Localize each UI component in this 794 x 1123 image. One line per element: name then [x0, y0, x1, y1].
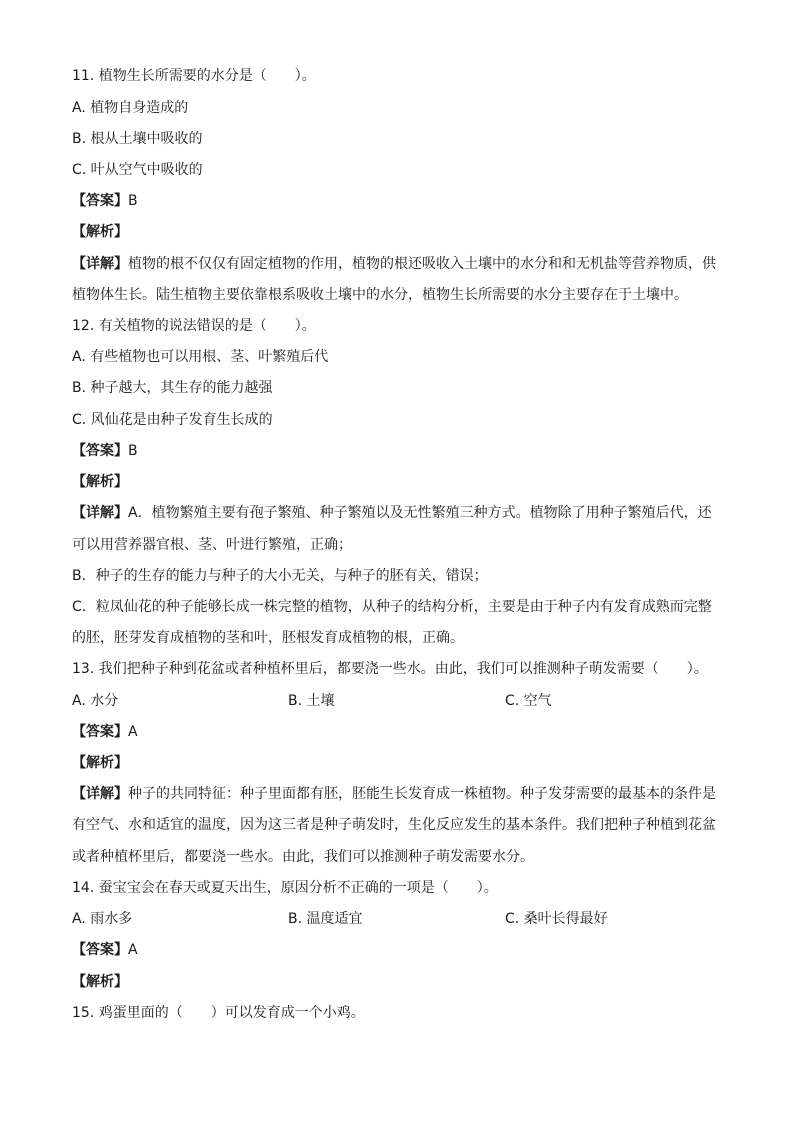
question-12-detail-line-4: C．粒凤仙花的种子能够长成一株完整的植物，从种子的结构分析，主要是由于种子内有发育成熟而完整: [72, 599, 712, 615]
question-12-detail-line-1: [72, 503, 734, 523]
answer-value: B: [128, 443, 138, 459]
question-12-analysis: [72, 472, 734, 492]
question-13-answer: [72, 722, 734, 742]
answer-tag: 【答案】: [72, 443, 128, 459]
detail-tag: 【详解】: [72, 256, 128, 272]
question-13-detail-line-1: [72, 784, 734, 804]
question-14-option-a: A. 雨水多: [72, 911, 133, 927]
question-11-stem: 11. 植物生长所需要的水分是（ ）。: [72, 68, 316, 84]
detail-text: 植物的根不仅仅有固定植物的作用，植物的根还吸收入土壤中的水分和和无机盐等营养物质，供: [128, 256, 716, 272]
answer-tag: 【答案】: [72, 942, 128, 958]
answer-tag: 【答案】: [72, 724, 128, 740]
detail-tag: 【详解】: [72, 505, 128, 521]
question-12-detail-line-3: B．种子的生存的能力与种子的大小无关，与种子的胚有关，错误；: [72, 568, 488, 584]
detail-text: A．植物繁殖主要有孢子繁殖、种子繁殖以及无性繁殖三种方式。植物除了用种子繁殖后代，还: [128, 505, 712, 521]
question-13-stem: 13. 我们把种子种到花盆或者种植杯里后，都要浇一些水。由此，我们可以推测种子萌发需要（ ）。: [72, 661, 708, 677]
question-14-stem: 14. 蚕宝宝会在春天或夏天出生，原因分析不正确的一项是（ ）。: [72, 880, 498, 896]
analysis-tag: 【解析】: [72, 755, 128, 771]
analysis-tag: 【解析】: [72, 224, 128, 240]
question-15-stem: 15. 鸡蛋里面的（ ）可以发育成一个小鸡。: [72, 1005, 365, 1021]
question-12-stem: 12. 有关植物的说法错误的是（ ）。: [72, 318, 316, 334]
question-14-option-c: C. 桑叶长得最好: [505, 911, 608, 927]
question-14-analysis: [72, 972, 734, 992]
analysis-tag: 【解析】: [72, 974, 128, 990]
question-12-detail-line-5: 的胚，胚芽发育成植物的茎和叶，胚根发育成植物的根，正确。: [72, 630, 464, 646]
question-12-option-a: A. 有些植物也可以用根、茎、叶繁殖后代: [72, 349, 329, 365]
question-13-option-c: C. 空气: [505, 693, 552, 709]
analysis-tag: 【解析】: [72, 474, 128, 490]
answer-tag: 【答案】: [72, 193, 128, 209]
question-13-analysis: [72, 753, 734, 773]
question-12-detail-line-2: 可以用营养器官根、茎、叶进行繁殖，正确；: [72, 537, 352, 553]
question-12-option-b: B. 种子越大，其生存的能力越强: [72, 380, 273, 396]
question-11-analysis: [72, 222, 734, 242]
detail-tag: 【详解】: [72, 786, 128, 802]
question-12-option-c: C. 风仙花是由种子发育生长成的: [72, 412, 273, 428]
answer-value: A: [128, 942, 138, 958]
question-12-answer: [72, 441, 734, 461]
question-13-detail-line-2: 有空气、水和适宜的温度，因为这三者是种子萌发时，生化反应发生的基本条件。我们把种子种植到花盆: [72, 817, 716, 833]
question-11-detail-line-1: [72, 254, 734, 274]
answer-value: B: [128, 193, 138, 209]
question-13-option-b: B. 土壤: [288, 693, 335, 709]
question-11-option-b: B. 根从土壤中吸收的: [72, 131, 203, 147]
question-13-detail-line-3: 或者种植杯里后，都要浇一些水。由此，我们可以推测种子萌发需要水分。: [72, 849, 534, 865]
question-14-answer: [72, 940, 734, 960]
question-11-option-c: C. 叶从空气中吸收的: [72, 162, 203, 178]
question-14-option-b: B. 温度适宜: [288, 911, 363, 927]
question-11-answer: [72, 191, 734, 211]
detail-text: 种子的共同特征：种子里面都有胚，胚能生长发育成一株植物。种子发芽需要的最基本的条件是: [128, 786, 716, 802]
question-11-option-a: A. 植物自身造成的: [72, 100, 189, 116]
question-13-option-a: A. 水分: [72, 693, 119, 709]
answer-value: A: [128, 724, 138, 740]
question-11-detail-line-2: 植物体生长。陆生植物主要依靠根系吸收土壤中的水分，植物生长所需要的水分主要存在于土壤中。: [72, 287, 688, 303]
